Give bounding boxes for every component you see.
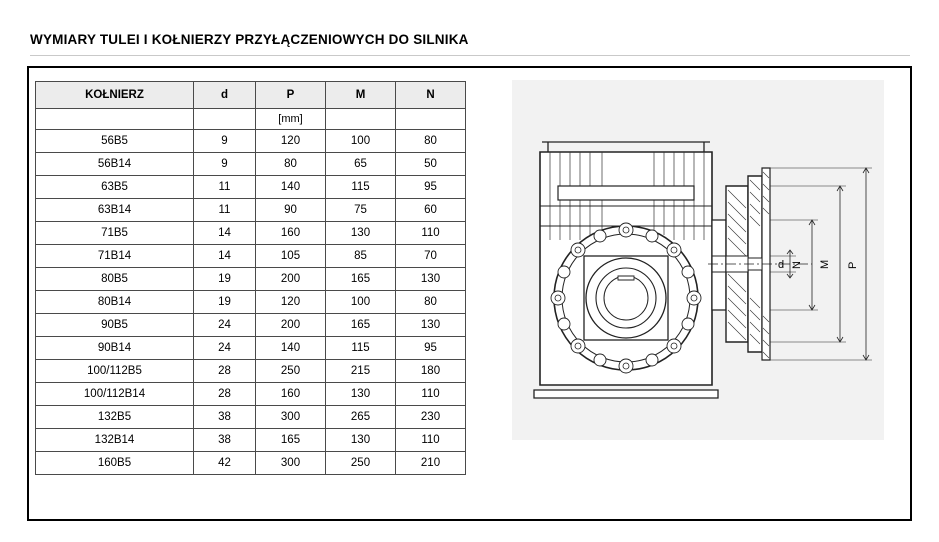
table-cell: 9 [194,153,256,176]
table-header-cell: N [396,82,466,109]
table-cell: 100 [326,291,396,314]
table-body [36,109,466,475]
table-cell: 60 [396,199,466,222]
table-cell: 160 [256,383,326,406]
table-header [36,82,466,109]
table-cell: 110 [396,383,466,406]
table-header-row [36,82,466,109]
table-cell: 24 [194,337,256,360]
table-cell: 250 [256,360,326,383]
table-cell: 210 [396,452,466,475]
table-cell: 120 [256,130,326,153]
table-cell: 56B5 [36,130,194,153]
table-cell: 71B14 [36,245,194,268]
table-row [36,429,466,452]
table-cell: 115 [326,337,396,360]
table-cell: 165 [256,429,326,452]
table-cell [36,109,194,130]
table-cell: 80 [396,130,466,153]
table-cell: 85 [326,245,396,268]
page-title: WYMIARY TULEI I KOŁNIERZY PRZYŁĄCZENIOWYCH DO SILNIKA [30,32,469,47]
table-cell: 63B14 [36,199,194,222]
table-cell: 250 [326,452,396,475]
table-cell: 56B14 [36,153,194,176]
table-cell: 130 [326,429,396,452]
table-cell: 9 [194,130,256,153]
table-cell: 132B5 [36,406,194,429]
dimension-label-d: d [778,259,785,271]
table-cell: 115 [326,176,396,199]
table-cell: 130 [326,222,396,245]
table-cell: 265 [326,406,396,429]
table-cell: 11 [194,176,256,199]
table-cell: 100/112B5 [36,360,194,383]
table-cell: 28 [194,360,256,383]
table-cell: 140 [256,337,326,360]
table-cell: 65 [326,153,396,176]
dimensions-table [35,81,466,475]
table-row [36,291,466,314]
table-cell: 70 [396,245,466,268]
table-row [36,176,466,199]
table-cell: 130 [396,268,466,291]
table-cell: 14 [194,245,256,268]
dimensions-table-wrapper [35,81,465,475]
table-header-cell: M [326,82,396,109]
table-cell: 90B5 [36,314,194,337]
table-cell: 110 [396,429,466,452]
table-cell: 140 [256,176,326,199]
table-row [36,268,466,291]
table-header-cell: KOŁNIERZ [36,82,194,109]
table-row [36,130,466,153]
table-cell: 28 [194,383,256,406]
table-cell: 71B5 [36,222,194,245]
table-cell: 95 [396,176,466,199]
table-cell: 19 [194,268,256,291]
table-cell: 14 [194,222,256,245]
table-header-cell: d [194,82,256,109]
table-cell: 90 [256,199,326,222]
dimension-label-M: M [819,259,831,269]
table-cell: 63B5 [36,176,194,199]
table-row [36,222,466,245]
table-cell: 80 [256,153,326,176]
table-header-cell: P [256,82,326,109]
table-cell: 110 [396,222,466,245]
gearbox-technical-drawing [512,80,884,440]
table-cell: 38 [194,429,256,452]
table-row [36,314,466,337]
table-cell: 300 [256,406,326,429]
table-cell [326,109,396,130]
table-cell: 130 [326,383,396,406]
table-cell: 120 [256,291,326,314]
table-row [36,406,466,429]
table-cell: 165 [326,268,396,291]
table-row [36,360,466,383]
table-cell: 165 [326,314,396,337]
table-cell: 215 [326,360,396,383]
table-cell: 132B14 [36,429,194,452]
drawing-svg [512,80,884,440]
dimension-label-P: P [847,261,859,269]
table-cell: 105 [256,245,326,268]
title-divider [30,55,910,56]
table-cell: 100/112B14 [36,383,194,406]
table-row [36,452,466,475]
table-cell [396,109,466,130]
table-cell: 42 [194,452,256,475]
table-row [36,199,466,222]
table-row [36,337,466,360]
table-cell: [mm] [256,109,326,130]
table-cell: 100 [326,130,396,153]
table-cell: 90B14 [36,337,194,360]
table-cell: 80B14 [36,291,194,314]
table-cell: 200 [256,314,326,337]
table-unit-row [36,109,466,130]
table-row [36,245,466,268]
table-cell: 160 [256,222,326,245]
table-cell: 11 [194,199,256,222]
table-cell: 80 [396,291,466,314]
table-cell: 75 [326,199,396,222]
table-cell [194,109,256,130]
table-cell: 24 [194,314,256,337]
table-cell: 80B5 [36,268,194,291]
table-cell: 130 [396,314,466,337]
table-cell: 95 [396,337,466,360]
table-row [36,383,466,406]
table-cell: 230 [396,406,466,429]
dimension-label-N: N [791,261,803,269]
table-cell: 200 [256,268,326,291]
table-cell: 50 [396,153,466,176]
table-cell: 38 [194,406,256,429]
table-cell: 160B5 [36,452,194,475]
table-cell: 300 [256,452,326,475]
table-cell: 19 [194,291,256,314]
table-row [36,153,466,176]
table-cell: 180 [396,360,466,383]
